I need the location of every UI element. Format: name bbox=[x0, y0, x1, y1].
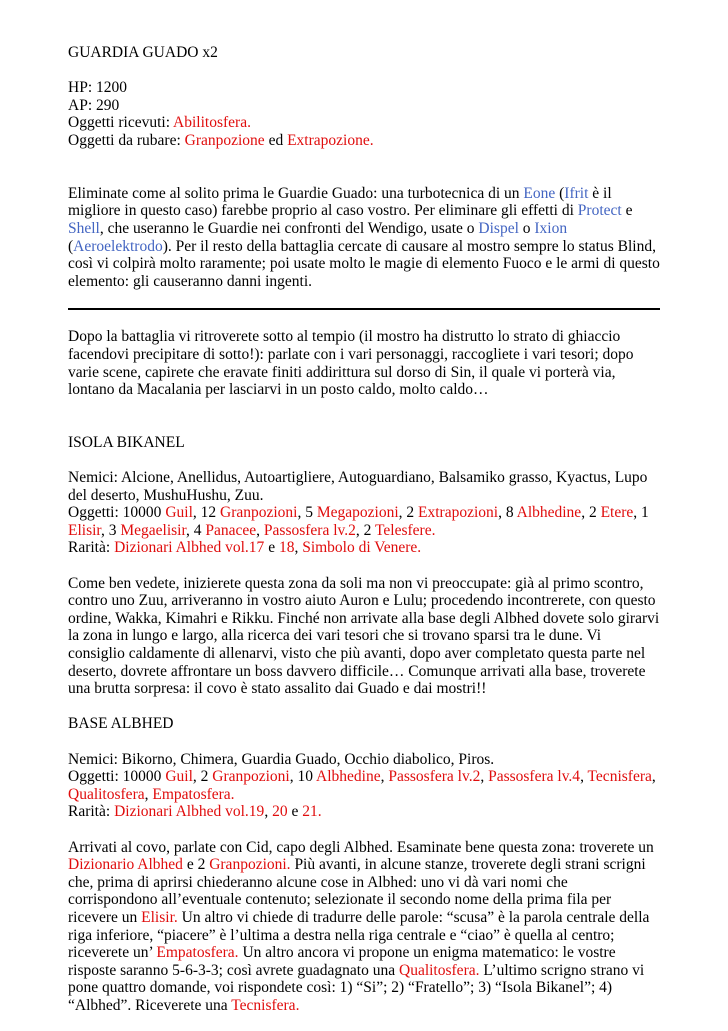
item-name-text: Qualitosfera bbox=[68, 785, 145, 803]
item-name-text: Guil bbox=[165, 504, 193, 522]
text-run: , 5 bbox=[297, 504, 317, 522]
item-name-text: Granpozioni. bbox=[209, 856, 291, 874]
text-run: HP: 1200 bbox=[68, 79, 127, 97]
text-run: ISOLA BIKANEL bbox=[68, 433, 185, 451]
items-steal-line bbox=[68, 132, 660, 150]
text-run: ). Per il resto della battaglia cercate di causare al mostro sempre lo status Blind, così vi colpirà molto raramente; poi usate molto le magie di elemento Fuoco e le armi di questo elemento: gli causeranno danni ingenti. bbox=[68, 237, 660, 290]
text-run: o bbox=[518, 219, 535, 237]
blank-line bbox=[68, 698, 660, 716]
text-run: Oggetti ricevuti: bbox=[68, 114, 174, 132]
text-run: , bbox=[651, 768, 656, 786]
text-run: Un altro vi chiede di tradurre delle parole: “scusa” è la parola centrale della riga inferiore, “piacere” è l’ultima a destra nella riga centrale e “ciao” è quella al centro; riceverete un’ bbox=[68, 908, 650, 962]
text-run: Dopo la battaglia vi ritroverete sotto al tempio (il mostro ha distrutto lo strato di ghiaccio facendovi precipitare di sotto!): parlate con i vari personaggi, raccogliete i vari tesori; dopo varie scene, capirete che eravate finiti addirittura sul dorso di Sin, il quale vi porterà via, lontano da Macalania per lasciarvi in un posto caldo, molto caldo… bbox=[68, 328, 634, 399]
inline-link[interactable]: Ifrit bbox=[564, 184, 589, 202]
after-battle-paragraph bbox=[68, 328, 660, 398]
text-run: Più avanti, in alcune stanze, troverete degli strani scrigni che, prima di aprirsi chiederanno alcune cose in Albhed: uno vi dà vari nomi che corrispondono all’eventuale contenuto; selezionate il secondo nome della prima fila per ricevere un bbox=[68, 856, 646, 926]
text-run: , bbox=[480, 768, 489, 786]
blank-line bbox=[68, 150, 660, 185]
blank-line bbox=[68, 62, 660, 80]
item-name-text: Abilitosfera. bbox=[173, 114, 251, 132]
item-name-text: Albhedine bbox=[516, 504, 582, 522]
item-name-text: Dizionari Albhed vol.19 bbox=[114, 803, 265, 821]
hp-line bbox=[68, 79, 660, 97]
text-run: Rarità: bbox=[68, 803, 115, 821]
blank-line bbox=[68, 821, 660, 839]
inline-link[interactable]: Eone bbox=[523, 184, 556, 202]
item-name-text: 21. bbox=[302, 803, 322, 821]
item-name-text: Dizionario Albhed bbox=[68, 856, 183, 874]
albhed-walkthrough-paragraph bbox=[68, 839, 660, 1015]
text-run: BASE ALBHED bbox=[68, 715, 174, 733]
item-name-text: Empatosfera. bbox=[156, 944, 239, 962]
item-name-text: Megapozioni bbox=[316, 504, 399, 522]
text-run: Come ben vedete, inizierete questa zona da soli ma non vi preoccupate: già al primo scontro, contro uno Zuu, arriveranno in vostro aiuto Auron e Lulu; procedendo incontrerete, con questo ordine, Wakka, Kimahri e Rikku. Finché non arrivate alla base degli Albhed dovete solo girarvi la zona in lungo e largo, alla ricerca dei vari tesori che si trovano sparsi tra le dune. Vi consiglio caldamente di allenarvi, visto che più avanti, dopo aver completato questa parte nel deserto, dovrete affrontare un boss davvero difficile… Comunque arrivati alla base, troverete una brutta sorpresa: il covo è stato assalito dai Guado e dai mostri!! bbox=[68, 574, 660, 698]
text-run: GUARDIA GUADO x2 bbox=[68, 44, 218, 61]
item-name-text: Elisir bbox=[68, 521, 101, 539]
section-title-base-albhed bbox=[68, 715, 660, 733]
item-name-text: Dizionari Albhed vol.17 bbox=[114, 539, 265, 557]
item-name-text: Tecnisfera. bbox=[231, 996, 300, 1014]
text-run: ed bbox=[264, 131, 288, 149]
text-run: , 2 bbox=[192, 768, 213, 786]
item-name-text: Panacee bbox=[205, 521, 257, 539]
text-run: L’ultimo scrigno strano vi pone quattro domande, voi rispondete così: 1) “Si”; 2) “Fratello”; 3) “Isola Bikanel”; 4) “Albhed”. Riceverete una bbox=[68, 961, 645, 1014]
section-divider bbox=[68, 308, 660, 310]
item-name-text: Qualitosfera. bbox=[399, 961, 480, 979]
text-run: Oggetti da rubare: bbox=[68, 131, 185, 149]
item-name-text: Passosfera lv.4 bbox=[488, 768, 581, 786]
text-run: Arrivati al covo, parlate con Cid, capo degli Albhed. Esaminate bene questa zona: troverete un bbox=[68, 838, 654, 856]
text-run: Nemici: Bikorno, Chimera, Guardia Guado, Occhio diabolico, Piros. bbox=[68, 750, 495, 768]
text-run: , bbox=[144, 785, 153, 803]
text-run: e bbox=[264, 539, 279, 557]
item-name-text: Etere bbox=[600, 504, 634, 522]
blank-line bbox=[68, 451, 660, 469]
item-name-text: Granpozioni bbox=[220, 504, 298, 522]
bikanel-rare-line bbox=[68, 539, 660, 557]
text-run: , 2 bbox=[355, 521, 376, 539]
text-run: Rarità: bbox=[68, 539, 115, 557]
item-name-text: Megaelisir bbox=[120, 521, 187, 539]
inline-link[interactable]: Aeroelektrodo bbox=[73, 237, 163, 255]
text-run: , bbox=[256, 521, 264, 539]
text-run: , 1 bbox=[633, 504, 649, 522]
item-name-text: Telesfere. bbox=[375, 521, 436, 539]
item-name-text: Guil bbox=[165, 768, 193, 786]
bikanel-walkthrough-paragraph bbox=[68, 575, 660, 698]
battle-strategy-paragraph bbox=[68, 185, 660, 291]
bikanel-items-line bbox=[68, 504, 660, 539]
items-received-line bbox=[68, 114, 660, 132]
text-run: , 10 bbox=[289, 768, 317, 786]
text-run: e bbox=[621, 202, 633, 220]
blank-line bbox=[68, 733, 660, 751]
text-run: Un altro ancora vi propone un enigma matematico: le vostre risposte saranno 5-6-3-3; così avrete guadagnato una bbox=[68, 944, 616, 979]
text-run: , che useranno le Guardie nei confronti del Wendigo, usate o bbox=[99, 219, 479, 237]
text-run: e 2 bbox=[182, 856, 210, 874]
blank-line bbox=[68, 557, 660, 575]
item-name-text: Simbolo di Venere. bbox=[302, 539, 422, 557]
section-title-isola-bikanel bbox=[68, 434, 660, 452]
item-name-text: 18 bbox=[278, 539, 295, 557]
bikanel-enemies-line bbox=[68, 469, 660, 504]
text-run: , 2 bbox=[398, 504, 419, 522]
inline-link[interactable]: Protect bbox=[577, 202, 622, 220]
text-run: , 12 bbox=[192, 504, 220, 522]
albhed-items-line bbox=[68, 768, 660, 803]
inline-link[interactable]: Dispel bbox=[478, 219, 519, 237]
text-run: , bbox=[580, 768, 588, 786]
text-run: AP: 290 bbox=[68, 96, 120, 114]
text-run: Oggetti: 10000 bbox=[68, 504, 166, 522]
text-run: , bbox=[264, 803, 273, 821]
item-name-text: Granpozioni bbox=[212, 768, 290, 786]
text-run: Nemici: Alcione, Anellidus, Autoartigliere, Autoguardiano, Balsamiko grasso, Kyactus, Lupo del deserto, MushuHushu, Zuu. bbox=[68, 469, 648, 504]
text-run: , bbox=[380, 768, 389, 786]
item-name-text: Passosfera lv.2 bbox=[263, 521, 356, 539]
text-run: ( bbox=[68, 237, 74, 255]
inline-link[interactable]: Ixion bbox=[534, 219, 568, 237]
text-run: Oggetti: 10000 bbox=[68, 768, 166, 786]
item-name-text: Elisir. bbox=[141, 908, 178, 926]
ap-line bbox=[68, 97, 660, 115]
text-run: e bbox=[287, 803, 303, 821]
text-run: , 8 bbox=[498, 504, 517, 522]
text-run: , 4 bbox=[186, 521, 206, 539]
text-run: , 2 bbox=[581, 504, 601, 522]
blank-line bbox=[68, 399, 660, 434]
albhed-enemies-line bbox=[68, 751, 660, 769]
inline-link[interactable]: Shell bbox=[68, 219, 100, 237]
item-name-text: Tecnisfera bbox=[587, 768, 652, 786]
item-name-text: Passosfera lv.2 bbox=[388, 768, 481, 786]
text-run: , 3 bbox=[100, 521, 121, 539]
item-name-text: Albhedine bbox=[316, 768, 381, 786]
item-name-text: Extrapozioni bbox=[418, 504, 499, 522]
text-run: Eliminate come al solito prima le Guardie Guado: una turbotecnica di un bbox=[68, 184, 524, 202]
section-title-guardia-guado bbox=[68, 44, 660, 62]
item-name-text: Empatosfera. bbox=[152, 785, 235, 803]
text-run: ( bbox=[555, 184, 565, 202]
albhed-rare-line bbox=[68, 803, 660, 821]
item-name-text: Extrapozione. bbox=[287, 131, 374, 149]
item-name-text: Granpozione bbox=[184, 131, 265, 149]
text-run: , bbox=[294, 539, 303, 557]
text-run: è il migliore in questo caso) farebbe proprio al caso vostro. Per eliminare gli effetti di bbox=[68, 184, 612, 220]
item-name-text: 20 bbox=[272, 803, 288, 821]
